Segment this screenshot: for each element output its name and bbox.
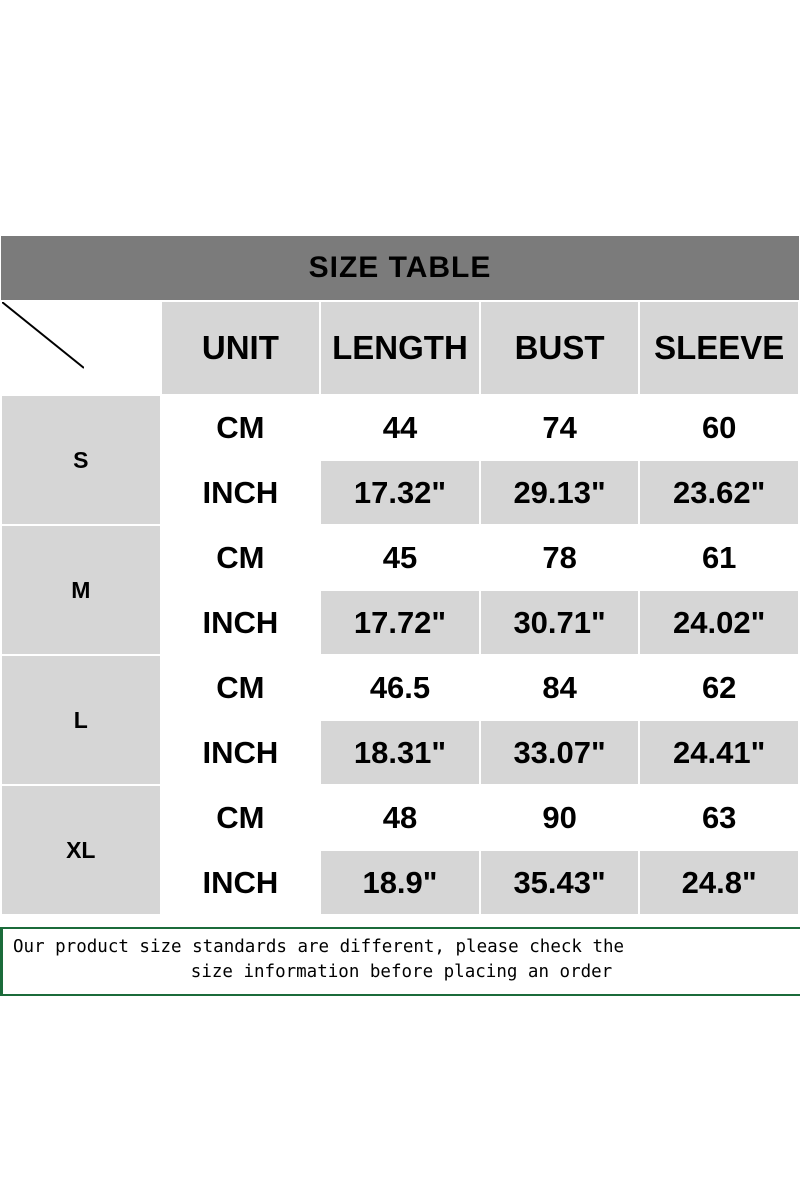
column-header-length: LENGTH (320, 301, 480, 395)
sleeve-cm-m: 61 (639, 525, 799, 590)
bust-inch-xl: 35.43" (480, 850, 640, 915)
table-row (1, 525, 799, 590)
sleeve-inch-xl: 24.8" (639, 850, 799, 915)
length-cm-xl: 48 (320, 785, 480, 850)
unit-cm-l: CM (161, 655, 321, 720)
length-cm-l: 46.5 (320, 655, 480, 720)
page-title: SIZE TABLE (1, 236, 799, 301)
size-note-line-2: size information before placing an order (190, 962, 613, 983)
table-row (1, 655, 799, 720)
size-table (0, 236, 800, 916)
length-inch-l: 18.31" (320, 720, 480, 785)
column-header-bust: BUST (480, 301, 640, 395)
bust-cm-l: 84 (480, 655, 640, 720)
length-cm-s: 44 (320, 395, 480, 460)
size-label-s: S (1, 395, 161, 525)
size-label-l: L (1, 655, 161, 785)
table-title-row (1, 236, 799, 301)
sleeve-cm-l: 62 (639, 655, 799, 720)
column-header-unit: UNIT (161, 301, 321, 395)
bust-inch-m: 30.71" (480, 590, 640, 655)
sleeve-cm-xl: 63 (639, 785, 799, 850)
sleeve-inch-l: 24.41" (639, 720, 799, 785)
size-table-container (0, 236, 800, 916)
length-inch-m: 17.72" (320, 590, 480, 655)
length-cm-m: 45 (320, 525, 480, 590)
unit-inch-xl: INCH (161, 850, 321, 915)
column-header-sleeve: SLEEVE (639, 301, 799, 395)
unit-inch-m: INCH (161, 590, 321, 655)
length-inch-xl: 18.9" (320, 850, 480, 915)
corner-diagonal-cell (1, 301, 161, 395)
unit-cm-s: CM (161, 395, 321, 460)
size-label-xl: XL (1, 785, 161, 915)
unit-cm-xl: CM (161, 785, 321, 850)
table-row (1, 395, 799, 460)
bust-cm-m: 78 (480, 525, 640, 590)
unit-inch-s: INCH (161, 460, 321, 525)
bust-cm-xl: 90 (480, 785, 640, 850)
sleeve-inch-s: 23.62" (639, 460, 799, 525)
bust-inch-s: 29.13" (480, 460, 640, 525)
size-note-line-1: Our product size standards are different, please check the (13, 937, 625, 957)
unit-cm-m: CM (161, 525, 321, 590)
table-header-row (1, 301, 799, 395)
unit-inch-l: INCH (161, 720, 321, 785)
bust-inch-l: 33.07" (480, 720, 640, 785)
sleeve-cm-s: 60 (639, 395, 799, 460)
diagonal-line-icon (2, 302, 84, 394)
length-inch-s: 17.32" (320, 460, 480, 525)
table-row (1, 785, 799, 850)
bust-cm-s: 74 (480, 395, 640, 460)
sleeve-inch-m: 24.02" (639, 590, 799, 655)
size-label-m: M (1, 525, 161, 655)
size-note (0, 927, 800, 996)
